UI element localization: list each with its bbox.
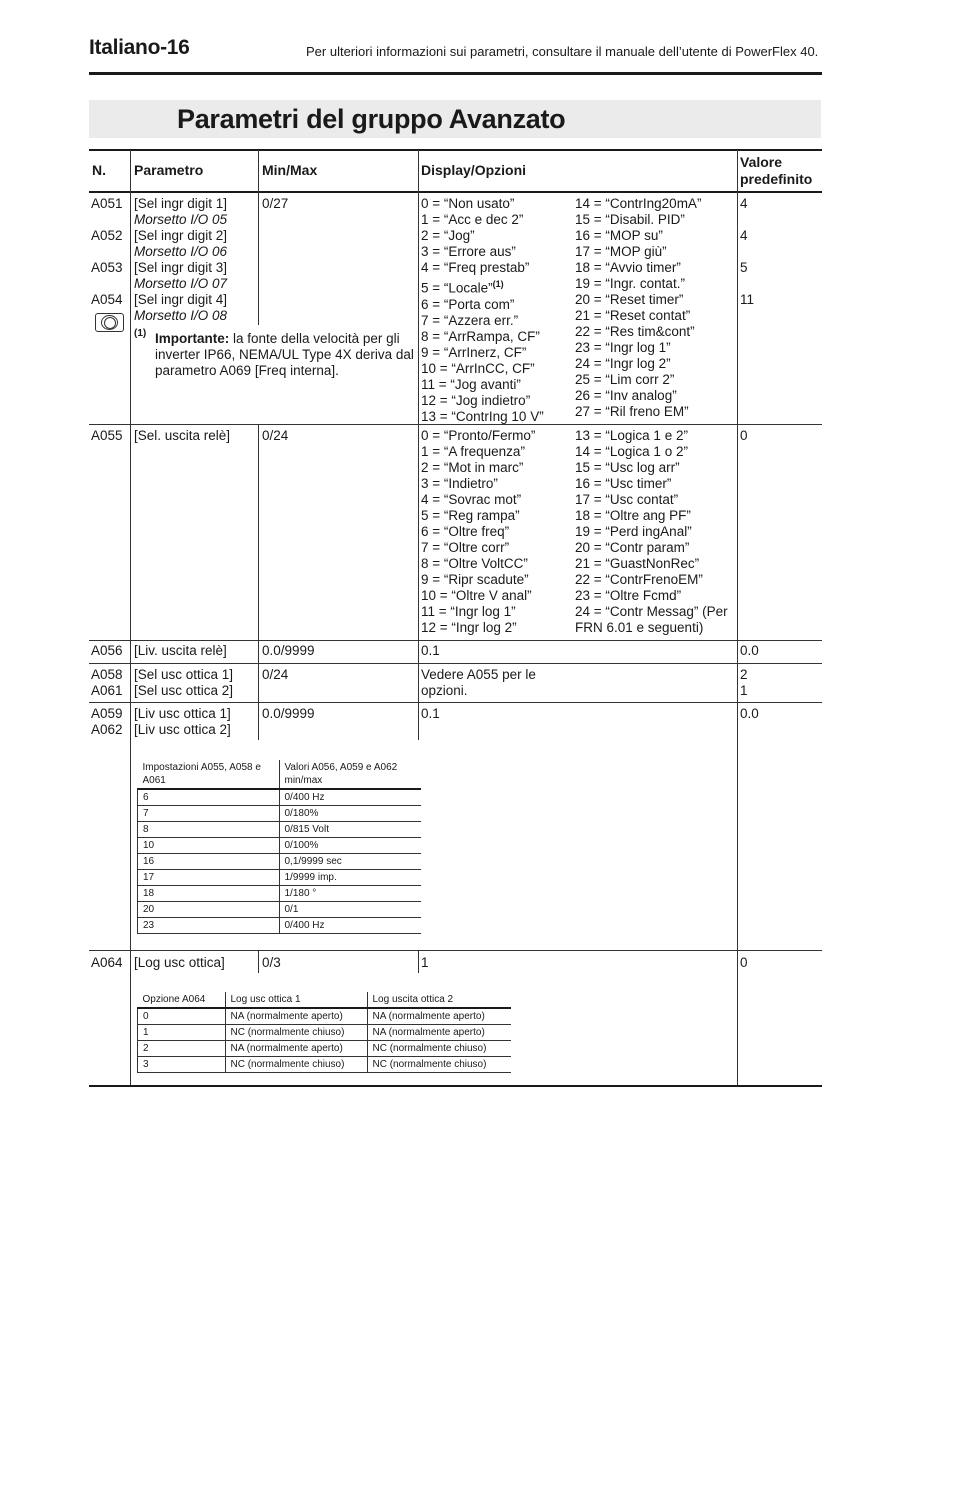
param-terminal: Morsetto I/O 06 <box>134 244 228 259</box>
param-number: A055 <box>91 428 123 443</box>
option-footnote-mark: (1) <box>492 279 504 289</box>
range-table-cell: 0,1/9999 sec <box>279 854 421 870</box>
option-item: 23 = “Oltre Fcmd” <box>575 588 682 603</box>
param-name: [Sel usc ottica 1] <box>134 667 234 682</box>
range-table-cell: 20 <box>138 902 280 918</box>
option-item: 11 = “Jog avanti” <box>421 376 521 392</box>
range-table-cell: 18 <box>138 886 280 902</box>
option-item: FRN 6.01 e seguenti) <box>575 620 704 635</box>
param-name: [Log usc ottica] <box>134 955 225 970</box>
range-table-cell: 0/100% <box>279 838 421 854</box>
logic-table-cell: NA (normalmente aperto) <box>225 1008 367 1025</box>
param-minmax: 0/27 <box>262 196 289 211</box>
range-table-cell: 0/400 Hz <box>279 789 421 806</box>
default-value: 11 <box>740 292 755 307</box>
option-item: 17 = “MOP giù” <box>575 244 667 259</box>
range-table-cell: 0/1 <box>279 902 421 918</box>
option-item: 4 = “Sovrac mot” <box>421 492 522 507</box>
option-item: 27 = “Ril freno EM” <box>575 404 689 419</box>
option-item: 16 = “MOP su” <box>575 228 663 243</box>
option-item: 11 = “Ingr log 1” <box>421 604 516 619</box>
default-value: 4 <box>740 196 748 211</box>
logic-table-cell: NC (normalmente chiuso) <box>225 1057 367 1073</box>
logic-table-cell: 2 <box>138 1041 226 1057</box>
range-table-header: Impostazioni A055, A058 e A061 <box>138 760 280 789</box>
option-item: 12 = “Jog indietro” <box>421 392 531 408</box>
logic-table-cell: 3 <box>138 1057 226 1073</box>
col-rule-param <box>258 425 259 740</box>
row-divider <box>89 950 822 951</box>
option-item: 7 = “Azzera err.” <box>421 312 519 328</box>
param-name: [Sel ingr digit 4] <box>134 292 228 307</box>
option-item: 13 = “Logica 1 e 2” <box>575 428 688 443</box>
logic-table <box>137 992 511 1073</box>
option-item: 1 = “A frequenza” <box>421 444 525 459</box>
option-item: 10 = “ArrInCC, CF” <box>421 360 535 376</box>
table-row <box>138 1008 512 1025</box>
option-item: 2 = “Jog” <box>421 228 475 243</box>
param-number: A062 <box>91 722 123 737</box>
param-name: [Liv usc ottica 1] <box>134 706 231 721</box>
option-item: 7 = “Oltre corr” <box>421 540 510 555</box>
range-table-cell: 0/400 Hz <box>279 918 421 934</box>
option-item: 22 = “ContrFrenoEM” <box>575 572 703 587</box>
param-number: A056 <box>91 643 123 658</box>
option-item: 0 = “Non usato” <box>421 196 515 211</box>
options-left <box>421 196 544 425</box>
col-rule-param <box>258 150 259 325</box>
param-name: [Liv. uscita relè] <box>134 643 227 658</box>
display-line: Vedere A055 per le <box>421 667 536 682</box>
table-top-rule <box>89 149 822 151</box>
row-divider <box>89 640 822 641</box>
option-item: 4 = “Freq prestab” <box>421 260 530 275</box>
param-terminal: Morsetto I/O 08 <box>134 308 228 323</box>
param-name: [Sel ingr digit 2] <box>134 228 228 243</box>
options-right <box>575 196 701 420</box>
option-item: 2 = “Mot in marc” <box>421 460 524 475</box>
option-item: 24 = “Ingr log 2” <box>575 356 671 371</box>
default-value: 1 <box>740 683 748 698</box>
logic-table-header: Log uscita ottica 2 <box>367 992 511 1008</box>
param-name: [Sel ingr digit 1] <box>134 196 228 211</box>
col-header-default <box>740 154 812 188</box>
logic-table-cell: NC (normalmente chiuso) <box>225 1025 367 1041</box>
footnote-mark: (1) <box>134 328 147 339</box>
range-table-cell: 0/815 Volt <box>279 822 421 838</box>
option-item: 19 = “Perd ingAnal” <box>575 524 692 539</box>
option-item: 9 = “Ripr scadute” <box>421 572 529 587</box>
page-title: Parametri del gruppo Avanzato <box>177 104 566 134</box>
option-item: 9 = “ArrInerz, CF” <box>421 344 527 360</box>
col-rule-minmax <box>418 150 419 740</box>
default-value: 0.0 <box>740 706 759 721</box>
display-value: 0.1 <box>421 706 440 721</box>
option-item: 5 = “Locale” <box>421 280 493 296</box>
header-rule <box>89 72 822 75</box>
param-number: A064 <box>91 955 123 970</box>
param-name-pair <box>134 667 233 699</box>
range-table-cell: 0/180% <box>279 806 421 822</box>
logic-table-header: Log usc ottica 1 <box>225 992 367 1008</box>
header-note: Per ulteriori informazioni sui parametri, consultare il manuale dell’utente di PowerFlex 40. <box>306 44 819 59</box>
table-header-rule <box>89 191 822 193</box>
table-row <box>138 1041 512 1057</box>
footnote-important: Importante: <box>155 331 230 346</box>
table-row <box>138 789 422 806</box>
col-header-minmax: Min/Max <box>262 162 318 178</box>
option-item: 18 = “Oltre ang PF” <box>575 508 691 523</box>
param-name: [Sel. uscita relè] <box>134 428 231 443</box>
range-table-cell: 16 <box>138 854 280 870</box>
display-value: 1 <box>421 955 429 970</box>
param-number: A054 <box>91 292 123 307</box>
option-item: 15 = “Disabil. PID” <box>575 212 685 227</box>
option-item: 21 = “GuastNonRec” <box>575 556 700 571</box>
range-table-cell: 10 <box>138 838 280 854</box>
col-header-n: N. <box>92 162 106 178</box>
option-item: 3 = “Errore aus” <box>421 244 516 259</box>
col-rule-param <box>258 950 259 973</box>
param-number: A053 <box>91 260 123 275</box>
param-minmax: 0/3 <box>262 955 281 970</box>
row-divider <box>89 663 822 664</box>
param-number: A052 <box>91 228 123 243</box>
table-bottom-rule <box>89 1085 822 1087</box>
col-header-param: Parametro <box>134 162 204 178</box>
param-number: A058 <box>91 667 123 682</box>
page-label: Italiano-16 <box>89 36 190 59</box>
col-header-default-line1: Valore <box>740 154 783 170</box>
table-row <box>138 1025 512 1041</box>
option-item: 1 = “Acc e dec 2” <box>421 212 524 227</box>
footnote-line: parametro A069 [Freq interna]. <box>155 363 339 378</box>
range-table-cell: 6 <box>138 789 280 806</box>
col-rule-minmax <box>418 950 419 973</box>
option-item: 20 = “Reset timer” <box>575 292 684 307</box>
logic-table-cell: 1 <box>138 1025 226 1041</box>
row-divider <box>89 702 822 703</box>
col-header-default-line2: predefinito <box>740 171 813 187</box>
default-value: 5 <box>740 260 748 275</box>
param-number-pair <box>91 667 123 699</box>
range-table-cell: 8 <box>138 822 280 838</box>
param-number: A061 <box>91 683 123 698</box>
default-value: 0 <box>740 955 748 970</box>
option-item: 8 = “ArrRampa, CF” <box>421 328 540 344</box>
range-table-cell: 1/9999 imp. <box>279 870 421 886</box>
table-row <box>138 854 422 870</box>
option-item: 0 = “Pronto/Fermo” <box>421 428 536 443</box>
col-header-display: Display/Opzioni <box>421 162 527 178</box>
range-table-header: Valori A056, A059 e A062 min/max <box>279 760 421 789</box>
logic-table-cell: NA (normalmente aperto) <box>225 1041 367 1057</box>
table-row <box>138 1057 512 1073</box>
param-number-pair <box>91 706 123 738</box>
default-value-pair <box>740 667 748 699</box>
option-item: 20 = “Contr param” <box>575 540 690 555</box>
param-terminal: Morsetto I/O 07 <box>134 276 228 291</box>
footnote-line: la fonte della velocità per gli <box>229 331 400 346</box>
option-item: 13 = “ContrIng 10 V” <box>421 408 544 424</box>
default-value: 4 <box>740 228 748 243</box>
option-item: 16 = “Usc timer” <box>575 476 672 491</box>
footnote-line: inverter IP66, NEMA/UL Type 4X deriva dal <box>155 347 414 362</box>
option-item: 25 = “Lim corr 2” <box>575 372 675 387</box>
col-rule-display <box>737 150 738 1085</box>
table-row <box>138 806 422 822</box>
display-value: 0.1 <box>421 643 440 658</box>
option-item: 3 = “Indietro” <box>421 476 498 491</box>
option-item: 14 = “Logica 1 o 2” <box>575 444 688 459</box>
param-name: [Sel ingr digit 3] <box>134 260 228 275</box>
param-minmax: 0.0/9999 <box>262 706 315 721</box>
options-right <box>575 428 728 636</box>
table-row <box>138 886 422 902</box>
option-item: 6 = “Porta com” <box>421 296 515 312</box>
logic-table-cell: NC (normalmente chiuso) <box>367 1057 511 1073</box>
default-value: 0.0 <box>740 643 759 658</box>
table-row <box>138 918 422 934</box>
option-item: 17 = “Usc contat” <box>575 492 679 507</box>
display-text <box>421 667 536 699</box>
default-value: 2 <box>740 667 748 682</box>
logic-table-cell: NC (normalmente chiuso) <box>367 1041 511 1057</box>
logic-table-header: Opzione A064 <box>138 992 226 1008</box>
table-row <box>138 870 422 886</box>
option-item: 23 = “Ingr log 1” <box>575 340 671 355</box>
option-item: 18 = “Avvio timer” <box>575 260 681 275</box>
col-rule-n <box>130 150 131 1085</box>
display-line: opzioni. <box>421 683 468 698</box>
option-item: 10 = “Oltre V anal” <box>421 588 532 603</box>
keypad-icon <box>95 313 124 332</box>
logic-table-cell: NA (normalmente aperto) <box>367 1025 511 1041</box>
range-table-cell: 1/180 ° <box>279 886 421 902</box>
table-row <box>138 902 422 918</box>
param-minmax: 0/24 <box>262 667 289 682</box>
range-table-cell: 17 <box>138 870 280 886</box>
logic-table-cell: 0 <box>138 1008 226 1025</box>
param-number: A051 <box>91 196 123 211</box>
option-item: 8 = “Oltre VoltCC” <box>421 556 528 571</box>
table-row <box>138 838 422 854</box>
option-item: 24 = “Contr Messag” (Per <box>575 604 728 619</box>
footnote <box>155 331 414 379</box>
option-item: 14 = “ContrIng20mA” <box>575 196 702 211</box>
option-item: 15 = “Usc log arr” <box>575 460 680 475</box>
param-minmax: 0.0/9999 <box>262 643 315 658</box>
options-left <box>421 428 535 636</box>
option-item: 19 = “Ingr. contat.” <box>575 276 685 291</box>
param-terminal: Morsetto I/O 05 <box>134 212 228 227</box>
param-name-list <box>134 196 227 324</box>
param-name: [Sel usc ottica 2] <box>134 683 234 698</box>
default-value: 0 <box>740 428 748 443</box>
option-item: 21 = “Reset contat” <box>575 308 691 323</box>
range-table-cell: 7 <box>138 806 280 822</box>
range-table <box>137 760 421 934</box>
option-item: 6 = “Oltre freq” <box>421 524 510 539</box>
param-name-pair <box>134 706 231 738</box>
param-minmax: 0/24 <box>262 428 289 443</box>
option-item: 26 = “Inv analog” <box>575 388 677 403</box>
param-number: A059 <box>91 706 123 721</box>
param-name: [Liv usc ottica 2] <box>134 722 231 737</box>
option-item: 5 = “Reg rampa” <box>421 508 520 523</box>
option-item: 12 = “Ingr log 2” <box>421 620 517 635</box>
range-table-cell: 23 <box>138 918 280 934</box>
table-row <box>138 822 422 838</box>
logic-table-cell: NA (normalmente aperto) <box>367 1008 511 1025</box>
option-item: 22 = “Res tim&cont” <box>575 324 695 339</box>
